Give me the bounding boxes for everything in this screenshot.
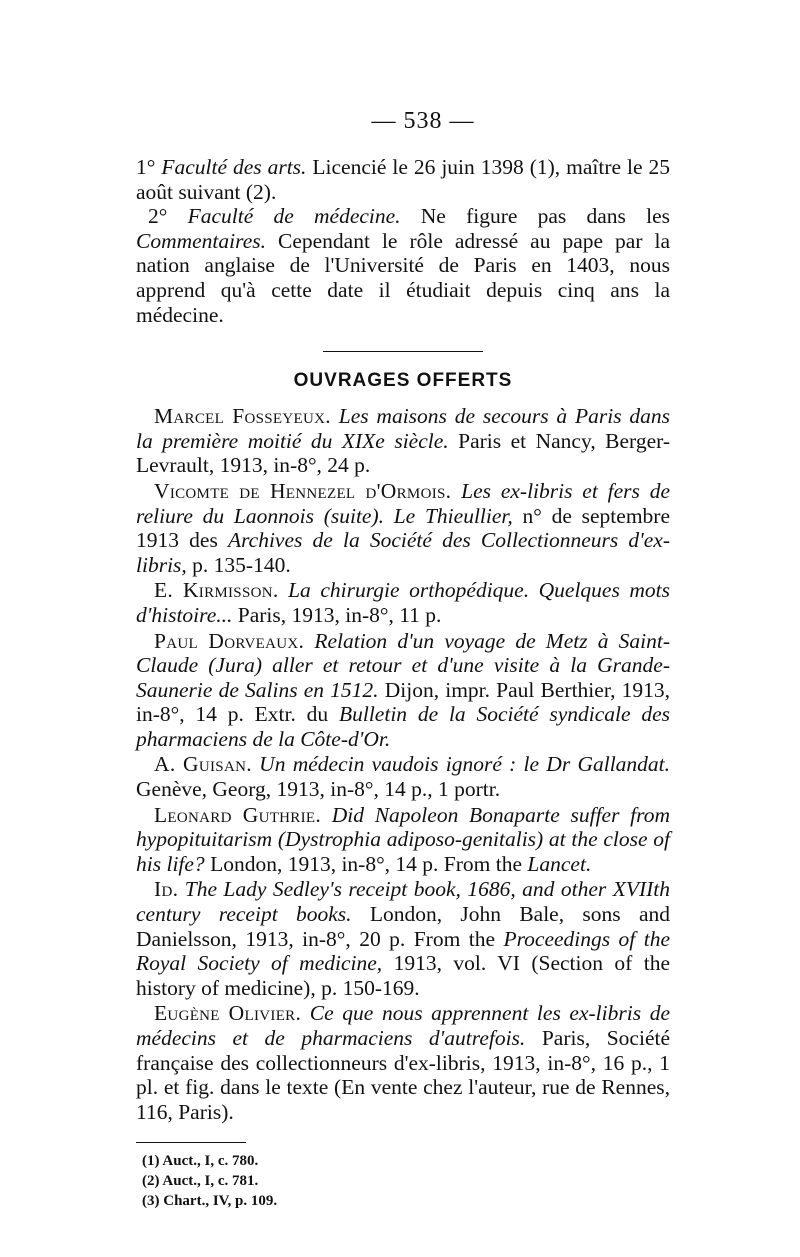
entry-details: Dijon, impr. Paul Berthier, 1913, in-8°, 14 p. Extr. du [136,677,671,727]
entry-details: Paris, 1913, in-8°, 11 p. [237,602,442,627]
entry-title: Un médecin vaudois ignoré : le Dr Gallandat. [259,752,671,777]
paragraph-faculte-medecine [136,204,670,327]
entry-details: Paris, Société française des collectionneurs d'ex-libris, 1913, in-8°, 16 p., 1 pl. et fig. dans le texte (En vente chez l'auteur, rue de Rennes, 116, Paris). [136,1026,670,1124]
item-number: 2° [148,204,168,229]
entry-author: Leonard Guthrie. [154,802,322,827]
list-item [136,752,670,801]
paragraph-faculte-arts [136,155,670,204]
entry-title-secondary: Lancet. [527,851,592,876]
faculty-label: Faculté des arts. [161,155,307,179]
entry-author: Id. [154,877,179,902]
section-divider [323,351,483,352]
section-heading: OUVRAGES OFFERTS [293,370,513,392]
entry-title: Did Napoleon Bonaparte suffer from hypopituitarism (Dystrophia adiposo-genitalis) at the close of his life? [136,802,670,876]
entry-title-secondary: Proceedings of the Royal Society of medicine, [136,926,670,976]
entry-author: Paul Dorveaux. [154,628,305,653]
footnote-divider [136,1142,246,1143]
entry-details: Genève, Georg, 1913, in-8°, 14 p., 1 portr. [136,777,501,802]
entries-list [136,404,670,1124]
entry-title: Relation d'un voyage de Metz à Saint-Claude (Jura) aller et retour et d'une visite à la Grande-Saunerie de Salins en 1512. [136,628,671,702]
entry-details: Paris et Nancy, Berger-Levrault, 1913, in-8°, 24 p. [136,428,671,478]
footnotes [136,1151,670,1211]
list-item [136,479,670,577]
commentaires-label: Commentaires. [136,228,266,253]
entry-author: Vicomte de Hennezel d'Ormois. [154,478,452,503]
document-page [136,108,670,1211]
entry-title-secondary: Archives de la Société des Collectionneurs d'ex-libris, [136,528,670,577]
item-number: 1° [136,155,156,179]
entry-title: La chirurgie orthopédique. Quelques mots d'histoire... [136,578,670,627]
entry-author: E. Kirmisson. [154,578,279,603]
list-item [136,629,670,752]
entry-title-secondary: Bulletin de la Société syndicale des pharmaciens de la Côte-d'Or. [136,702,671,751]
entry-title: The Lady Sedley's receipt book, 1686, and other XVIIth century receipt books. [136,877,670,927]
list-item [136,877,670,1000]
list-item [136,1001,670,1124]
paragraph-text: Cependant le rôle adressé au pape par la nation anglaise de l'Université de Paris en 1403, nous apprend qu'à cette date il étudiait depuis cinq ans la médecine. [136,228,670,327]
list-item [136,578,670,627]
entry-details: London, 1913, in-8°, 14 p. From the [210,851,523,876]
footnote: (3) Chart., IV, p. 109. [142,1193,278,1210]
entry-title: Ce que nous apprennent les ex-libris de médecins et de pharmaciens d'autrefois. [136,1001,670,1050]
entry-author: Eugène Olivier. [154,1001,302,1026]
paragraph-text: Ne figure pas dans les [420,204,671,229]
entry-title: Les ex-libris et fers de reliure du Laonnois (suite). Le Thieullier, [136,478,671,528]
entry-details-secondary: p. 135-140. [192,552,291,577]
faculty-label: Faculté de médecine. [187,204,401,229]
list-item [136,803,670,877]
entry-title: Les maisons de secours à Paris dans la première moitié du XIXe siècle. [136,404,671,453]
paragraph-text: Licencié le 26 juin 1398 (1), maître le 25 août suivant (2). [136,155,670,204]
entry-details-secondary: 1913, vol. VI (Section of the history of medicine), p. 150-169. [136,951,670,1000]
entry-details: n° de septembre 1913 des [136,503,670,553]
list-item [136,404,670,478]
footnote: (2) Auct., I, c. 781. [142,1173,259,1190]
entry-author: A. Guisan. [154,752,252,777]
page-number: — 538 — [371,108,475,134]
entry-details: London, John Bale, sons and Danielsson, 1913, in-8°, 20 p. From the [136,902,670,951]
entry-author: Marcel Fosseyeux. [154,404,331,429]
footnote: (1) Auct., I, c. 780. [142,1153,259,1170]
